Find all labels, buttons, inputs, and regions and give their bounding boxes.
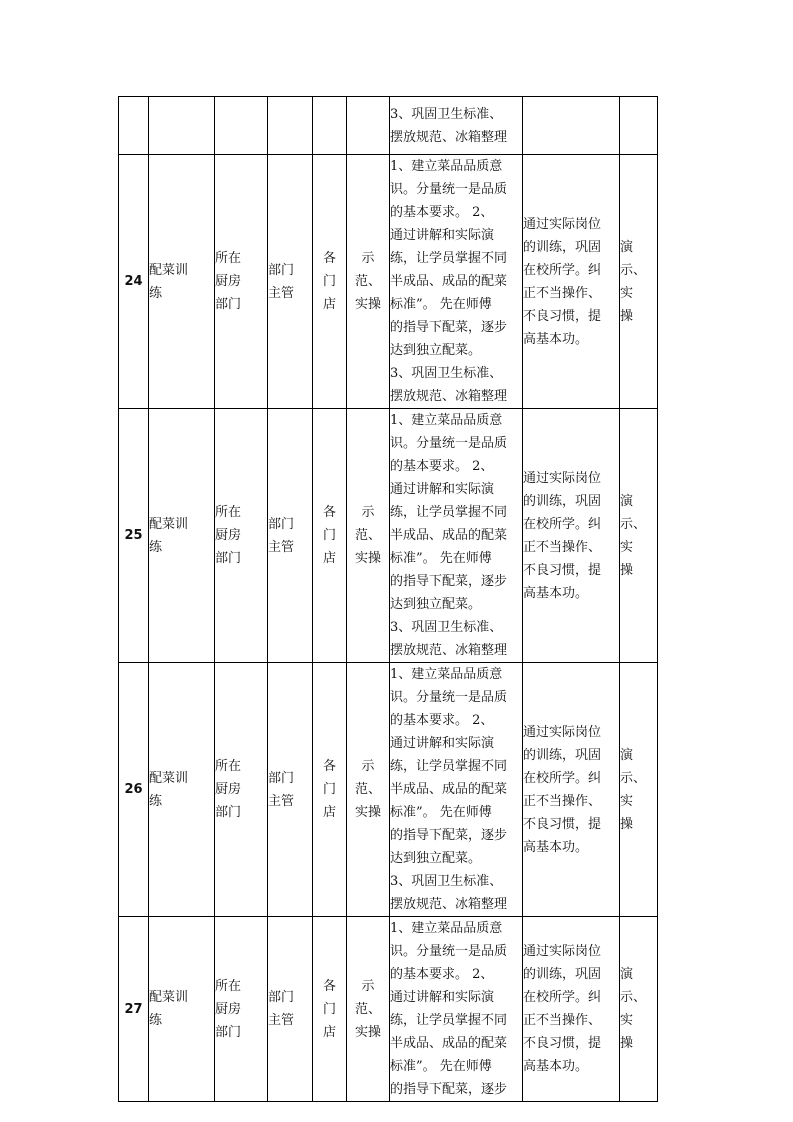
training-goal — [523, 97, 620, 155]
training-form: 示 范、 实操 — [347, 917, 390, 1102]
table-row — [119, 663, 658, 917]
row-number: 24 — [119, 155, 149, 409]
training-location: 所在 厨房 部门 — [215, 663, 268, 917]
responsible-person: 部门 主管 — [268, 155, 313, 409]
training-method — [620, 97, 658, 155]
row-number: 26 — [119, 663, 149, 917]
training-location: 所在 厨房 部门 — [215, 409, 268, 663]
responsible-person: 部门 主管 — [268, 409, 313, 663]
training-form — [347, 97, 390, 155]
store: 各 门 店 — [313, 663, 347, 917]
training-location: 所在 厨房 部门 — [215, 155, 268, 409]
training-name: 配菜训 练 — [149, 409, 215, 663]
store — [313, 97, 347, 155]
training-method: 演示、实 操 — [620, 155, 658, 409]
store: 各 门 店 — [313, 155, 347, 409]
training-name: 配菜训 练 — [149, 663, 215, 917]
training-form: 示 范、 实操 — [347, 663, 390, 917]
training-location — [215, 97, 268, 155]
training-content: 3、巩固卫生标准、 摆放规范、冰箱整理 — [390, 97, 523, 155]
training-form: 示 范、 实操 — [347, 155, 390, 409]
training-goal: 通过实际岗位 的训练，巩固 在校所学。纠 正不当操作、 不良习惯，提 高基本功。 — [523, 409, 620, 663]
training-location: 所在 厨房 部门 — [215, 917, 268, 1102]
row-number: 25 — [119, 409, 149, 663]
table-row — [119, 409, 658, 663]
training-method: 演示、实 操 — [620, 917, 658, 1102]
responsible-person: 部门 主管 — [268, 663, 313, 917]
training-content: 1、建立菜品品质意 识。分量统一是品质 的基本要求。 2、 通过讲解和实际演 练，让学员掌握不同 半成品、成品的配菜 标准”。 先在师傅 的指导下配菜，逐步 达到独立配菜。 3、巩固卫生标准、 摆放规范、冰箱整理 — [390, 663, 523, 917]
training-content: 1、建立菜品品质意 识。分量统一是品质 的基本要求。 2、 通过讲解和实际演 练，让学员掌握不同 半成品、成品的配菜 标准”。 先在师傅 的指导下配菜，逐步 达到独立配菜。 3、巩固卫生标准、 摆放规范、冰箱整理 — [390, 155, 523, 409]
table-row — [119, 155, 658, 409]
row-number: 27 — [119, 917, 149, 1102]
table-row — [119, 97, 658, 155]
training-name: 配菜训 练 — [149, 155, 215, 409]
training-method: 演示、实 操 — [620, 663, 658, 917]
training-name — [149, 97, 215, 155]
store: 各 门 店 — [313, 409, 347, 663]
training-content: 1、建立菜品品质意 识。分量统一是品质 的基本要求。 2、 通过讲解和实际演 练，让学员掌握不同 半成品、成品的配菜 标准”。 先在师傅 的指导下配菜，逐步 — [390, 917, 523, 1102]
responsible-person: 部门 主管 — [268, 917, 313, 1102]
row-number — [119, 97, 149, 155]
table-row — [119, 917, 658, 1102]
training-goal: 通过实际岗位 的训练，巩固 在校所学。纠 正不当操作、 不良习惯，提 高基本功。 — [523, 917, 620, 1102]
training-goal: 通过实际岗位 的训练，巩固 在校所学。纠 正不当操作、 不良习惯，提 高基本功。 — [523, 663, 620, 917]
responsible-person — [268, 97, 313, 155]
training-content: 1、建立菜品品质意 识。分量统一是品质 的基本要求。 2、 通过讲解和实际演 练，让学员掌握不同 半成品、成品的配菜 标准”。 先在师傅 的指导下配菜，逐步 达到独立配菜。 3、巩固卫生标准、 摆放规范、冰箱整理 — [390, 409, 523, 663]
training-goal: 通过实际岗位 的训练，巩固 在校所学。纠 正不当操作、 不良习惯，提 高基本功。 — [523, 155, 620, 409]
store: 各 门 店 — [313, 917, 347, 1102]
training-schedule-table — [118, 96, 658, 1102]
training-name: 配菜训 练 — [149, 917, 215, 1102]
training-method: 演示、实 操 — [620, 409, 658, 663]
training-form: 示 范、 实操 — [347, 409, 390, 663]
